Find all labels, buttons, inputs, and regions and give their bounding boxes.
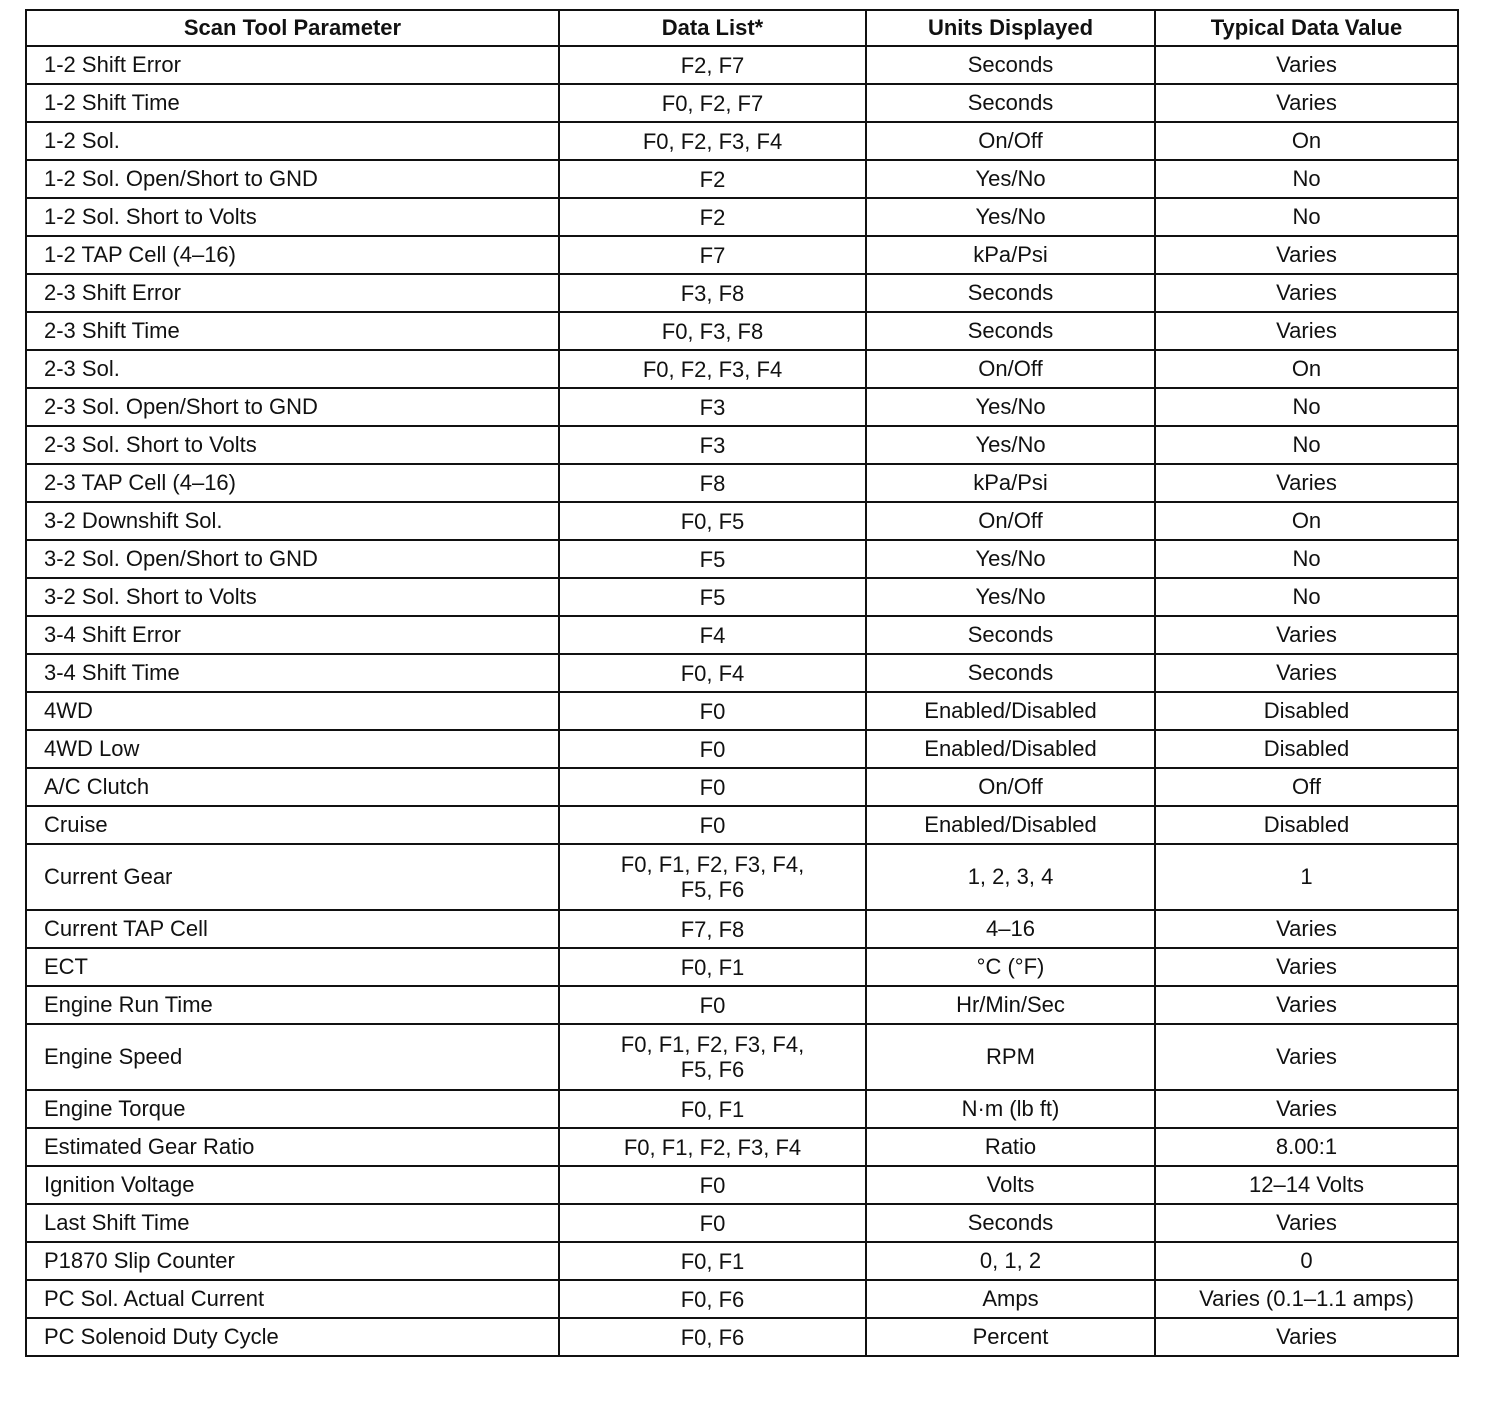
cell-units-displayed: Yes/No	[866, 160, 1155, 198]
cell-parameter: 2-3 Shift Error	[26, 274, 559, 312]
cell-typical-data-value: No	[1155, 426, 1458, 464]
cell-units-displayed: 1, 2, 3, 4	[866, 844, 1155, 910]
cell-units-displayed: On/Off	[866, 350, 1155, 388]
table-row	[26, 910, 1458, 948]
cell-units-displayed: Amps	[866, 1280, 1155, 1318]
cell-units-displayed: N·m (lb ft)	[866, 1090, 1155, 1128]
cell-typical-data-value: Varies	[1155, 910, 1458, 948]
cell-typical-data-value: Varies	[1155, 986, 1458, 1024]
cell-typical-data-value: Varies	[1155, 1024, 1458, 1090]
table-row	[26, 1090, 1458, 1128]
data-list-line: F0	[699, 1210, 726, 1236]
header-typical-data-value: Typical Data Value	[1155, 10, 1458, 46]
cell-units-displayed: Ratio	[866, 1128, 1155, 1166]
cell-parameter: PC Sol. Actual Current	[26, 1280, 559, 1318]
cell-units-displayed: Enabled/Disabled	[866, 730, 1155, 768]
cell-units-displayed: Yes/No	[866, 426, 1155, 464]
data-list-line: F3, F8	[680, 280, 745, 306]
cell-parameter: 3-4 Shift Time	[26, 654, 559, 692]
data-list-line: F0	[699, 812, 726, 838]
data-list-line: F7, F8	[680, 916, 745, 942]
cell-parameter: PC Solenoid Duty Cycle	[26, 1318, 559, 1356]
table-row	[26, 1024, 1458, 1090]
cell-data-list	[559, 464, 866, 502]
data-list-line: F0, F5	[680, 508, 745, 534]
cell-parameter: 2-3 TAP Cell (4–16)	[26, 464, 559, 502]
cell-parameter: Engine Speed	[26, 1024, 559, 1090]
cell-units-displayed: Hr/Min/Sec	[866, 986, 1155, 1024]
table-row	[26, 578, 1458, 616]
data-list-line: F0, F2, F3, F4	[642, 128, 783, 154]
cell-parameter: Estimated Gear Ratio	[26, 1128, 559, 1166]
data-list-line: F0	[699, 736, 726, 762]
cell-typical-data-value: Varies	[1155, 948, 1458, 986]
cell-units-displayed: Seconds	[866, 312, 1155, 350]
table-row	[26, 350, 1458, 388]
data-list-line: F5	[699, 546, 726, 572]
table-header-row	[26, 10, 1458, 46]
cell-parameter: Engine Torque	[26, 1090, 559, 1128]
table-row	[26, 464, 1458, 502]
cell-data-list	[559, 540, 866, 578]
cell-parameter: P1870 Slip Counter	[26, 1242, 559, 1280]
cell-units-displayed: kPa/Psi	[866, 464, 1155, 502]
cell-parameter: 2-3 Sol. Open/Short to GND	[26, 388, 559, 426]
cell-parameter: Current Gear	[26, 844, 559, 910]
cell-data-list	[559, 160, 866, 198]
cell-data-list	[559, 768, 866, 806]
cell-data-list	[559, 274, 866, 312]
cell-parameter: Current TAP Cell	[26, 910, 559, 948]
cell-data-list	[559, 730, 866, 768]
data-list-line: F7	[699, 242, 726, 268]
data-list-line: F0, F1, F2, F3, F4	[623, 1134, 802, 1160]
cell-data-list	[559, 426, 866, 464]
header-units-displayed: Units Displayed	[866, 10, 1155, 46]
cell-parameter: 3-2 Sol. Short to Volts	[26, 578, 559, 616]
cell-typical-data-value: Varies	[1155, 616, 1458, 654]
cell-units-displayed: RPM	[866, 1024, 1155, 1090]
data-list-line: F3	[699, 432, 726, 458]
scan-tool-data-table	[25, 9, 1459, 1357]
cell-units-displayed: On/Off	[866, 768, 1155, 806]
cell-typical-data-value: Off	[1155, 768, 1458, 806]
cell-typical-data-value: Varies	[1155, 312, 1458, 350]
data-list-line: F5	[699, 584, 726, 610]
cell-typical-data-value: Varies	[1155, 236, 1458, 274]
cell-data-list	[559, 1166, 866, 1204]
cell-typical-data-value: On	[1155, 502, 1458, 540]
cell-data-list	[559, 1128, 866, 1166]
cell-typical-data-value: Varies	[1155, 84, 1458, 122]
data-list-line: F2	[699, 204, 726, 230]
cell-parameter: Last Shift Time	[26, 1204, 559, 1242]
cell-units-displayed: Seconds	[866, 274, 1155, 312]
cell-typical-data-value: 12–14 Volts	[1155, 1166, 1458, 1204]
table-row	[26, 236, 1458, 274]
cell-data-list	[559, 312, 866, 350]
cell-data-list	[559, 578, 866, 616]
cell-typical-data-value: Varies	[1155, 464, 1458, 502]
cell-data-list	[559, 844, 866, 910]
cell-parameter: 1-2 Sol.	[26, 122, 559, 160]
table-row	[26, 46, 1458, 84]
cell-units-displayed: Seconds	[866, 1204, 1155, 1242]
data-list-line: F0	[699, 698, 726, 724]
cell-units-displayed: Yes/No	[866, 388, 1155, 426]
table-row	[26, 1242, 1458, 1280]
cell-data-list	[559, 1024, 866, 1090]
cell-units-displayed: Percent	[866, 1318, 1155, 1356]
cell-data-list	[559, 198, 866, 236]
table-row	[26, 1128, 1458, 1166]
table-row	[26, 312, 1458, 350]
data-list-line: F0, F1	[680, 954, 745, 980]
cell-parameter: 1-2 Sol. Open/Short to GND	[26, 160, 559, 198]
cell-parameter: 3-2 Downshift Sol.	[26, 502, 559, 540]
cell-typical-data-value: No	[1155, 388, 1458, 426]
cell-data-list	[559, 986, 866, 1024]
cell-parameter: 1-2 TAP Cell (4–16)	[26, 236, 559, 274]
cell-data-list	[559, 654, 866, 692]
cell-typical-data-value: No	[1155, 540, 1458, 578]
data-list-line: F5, F6	[680, 877, 745, 902]
data-list-line: F2	[699, 166, 726, 192]
table-row	[26, 84, 1458, 122]
data-list-line: F4	[699, 622, 726, 648]
table-row	[26, 844, 1458, 910]
header-data-list: Data List*	[559, 10, 866, 46]
cell-units-displayed: 4–16	[866, 910, 1155, 948]
cell-units-displayed: Seconds	[866, 46, 1155, 84]
table-row	[26, 1166, 1458, 1204]
scan-tool-data-table-container	[25, 9, 1457, 1357]
data-list-line: F0	[699, 992, 726, 1018]
cell-units-displayed: °C (°F)	[866, 948, 1155, 986]
cell-data-list	[559, 692, 866, 730]
table-row	[26, 1204, 1458, 1242]
cell-parameter: 2-3 Sol. Short to Volts	[26, 426, 559, 464]
cell-parameter: ECT	[26, 948, 559, 986]
data-list-line: F5, F6	[680, 1057, 745, 1082]
cell-data-list	[559, 122, 866, 160]
cell-parameter: 1-2 Shift Error	[26, 46, 559, 84]
cell-typical-data-value: Disabled	[1155, 730, 1458, 768]
cell-data-list	[559, 502, 866, 540]
data-list-line: F0, F3, F8	[661, 318, 764, 344]
table-row	[26, 198, 1458, 236]
data-list-line: F0, F1	[680, 1096, 745, 1122]
table-row	[26, 730, 1458, 768]
cell-parameter: 1-2 Shift Time	[26, 84, 559, 122]
cell-typical-data-value: Varies	[1155, 46, 1458, 84]
cell-parameter: 2-3 Shift Time	[26, 312, 559, 350]
cell-typical-data-value: Varies	[1155, 654, 1458, 692]
cell-typical-data-value: No	[1155, 160, 1458, 198]
data-list-line: F8	[699, 470, 726, 496]
cell-typical-data-value: On	[1155, 350, 1458, 388]
data-list-line: F0, F1	[680, 1248, 745, 1274]
table-row	[26, 768, 1458, 806]
cell-units-displayed: Enabled/Disabled	[866, 806, 1155, 844]
cell-data-list	[559, 1318, 866, 1356]
data-list-line: F0, F6	[680, 1324, 745, 1350]
cell-parameter: 3-2 Sol. Open/Short to GND	[26, 540, 559, 578]
data-list-line: F2, F7	[680, 52, 745, 78]
cell-parameter: 1-2 Sol. Short to Volts	[26, 198, 559, 236]
cell-units-displayed: kPa/Psi	[866, 236, 1155, 274]
cell-typical-data-value: 0	[1155, 1242, 1458, 1280]
cell-units-displayed: 0, 1, 2	[866, 1242, 1155, 1280]
cell-parameter: 2-3 Sol.	[26, 350, 559, 388]
cell-data-list	[559, 84, 866, 122]
data-list-line: F3	[699, 394, 726, 420]
table-row	[26, 426, 1458, 464]
cell-data-list	[559, 1204, 866, 1242]
data-list-line: F0	[699, 1172, 726, 1198]
cell-typical-data-value: No	[1155, 578, 1458, 616]
data-list-line: F0, F2, F3, F4	[642, 356, 783, 382]
table-row	[26, 948, 1458, 986]
cell-units-displayed: Seconds	[866, 84, 1155, 122]
cell-units-displayed: Yes/No	[866, 578, 1155, 616]
cell-data-list	[559, 388, 866, 426]
cell-typical-data-value: Varies	[1155, 274, 1458, 312]
data-list-line: F0, F1, F2, F3, F4,	[620, 852, 805, 877]
table-body	[26, 46, 1458, 1356]
cell-data-list	[559, 1242, 866, 1280]
cell-units-displayed: Volts	[866, 1166, 1155, 1204]
data-list-line: F0, F6	[680, 1286, 745, 1312]
cell-parameter: Ignition Voltage	[26, 1166, 559, 1204]
table-row	[26, 692, 1458, 730]
table-row	[26, 540, 1458, 578]
cell-typical-data-value: 8.00:1	[1155, 1128, 1458, 1166]
header-scan-tool-parameter: Scan Tool Parameter	[26, 10, 559, 46]
cell-typical-data-value: Varies	[1155, 1090, 1458, 1128]
cell-data-list	[559, 616, 866, 654]
table-row	[26, 1280, 1458, 1318]
cell-parameter: Cruise	[26, 806, 559, 844]
cell-data-list	[559, 910, 866, 948]
cell-data-list	[559, 236, 866, 274]
cell-parameter: Engine Run Time	[26, 986, 559, 1024]
data-list-line: F0, F2, F7	[661, 90, 764, 116]
cell-data-list	[559, 350, 866, 388]
cell-parameter: A/C Clutch	[26, 768, 559, 806]
table-row	[26, 388, 1458, 426]
table-row	[26, 274, 1458, 312]
cell-typical-data-value: Varies	[1155, 1318, 1458, 1356]
cell-data-list	[559, 46, 866, 84]
data-list-line: F0, F1, F2, F3, F4,	[620, 1032, 805, 1057]
data-list-line: F0	[699, 774, 726, 800]
cell-parameter: 3-4 Shift Error	[26, 616, 559, 654]
cell-units-displayed: On/Off	[866, 502, 1155, 540]
cell-parameter: 4WD	[26, 692, 559, 730]
table-row	[26, 986, 1458, 1024]
table-row	[26, 654, 1458, 692]
cell-units-displayed: Yes/No	[866, 540, 1155, 578]
cell-parameter: 4WD Low	[26, 730, 559, 768]
cell-typical-data-value: No	[1155, 198, 1458, 236]
cell-typical-data-value: 1	[1155, 844, 1458, 910]
table-row	[26, 1318, 1458, 1356]
cell-data-list	[559, 948, 866, 986]
cell-data-list	[559, 1090, 866, 1128]
table-row	[26, 122, 1458, 160]
cell-typical-data-value: Varies (0.1–1.1 amps)	[1155, 1280, 1458, 1318]
cell-typical-data-value: On	[1155, 122, 1458, 160]
cell-typical-data-value: Disabled	[1155, 692, 1458, 730]
cell-data-list	[559, 1280, 866, 1318]
table-row	[26, 616, 1458, 654]
table-row	[26, 502, 1458, 540]
table-row	[26, 806, 1458, 844]
data-list-line: F0, F4	[680, 660, 745, 686]
cell-typical-data-value: Varies	[1155, 1204, 1458, 1242]
cell-data-list	[559, 806, 866, 844]
table-row	[26, 160, 1458, 198]
cell-units-displayed: Yes/No	[866, 198, 1155, 236]
cell-units-displayed: Seconds	[866, 616, 1155, 654]
cell-units-displayed: On/Off	[866, 122, 1155, 160]
cell-units-displayed: Seconds	[866, 654, 1155, 692]
cell-units-displayed: Enabled/Disabled	[866, 692, 1155, 730]
cell-typical-data-value: Disabled	[1155, 806, 1458, 844]
